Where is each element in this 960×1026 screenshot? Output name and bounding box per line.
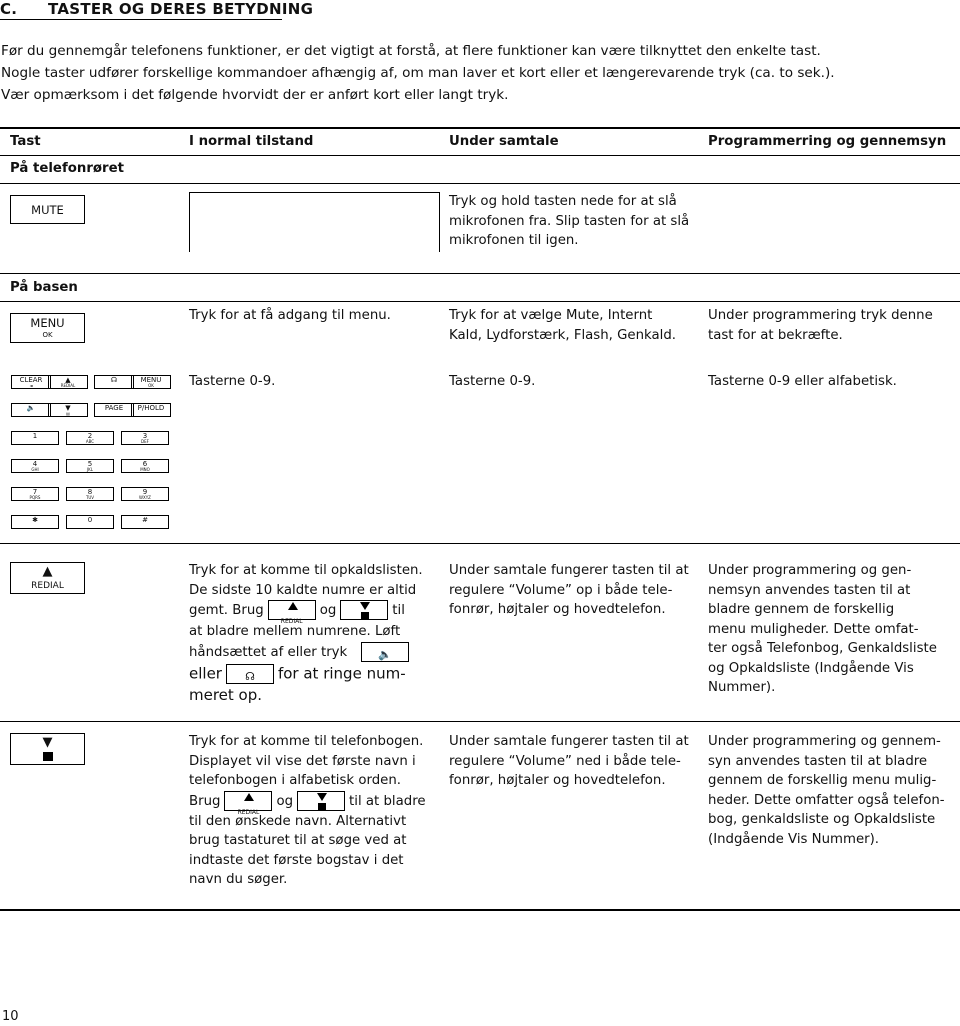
column-header-programming: Programmerring og gennemsyn: [708, 134, 947, 149]
speaker-icon: 🔈: [26, 404, 36, 412]
digits-normal-text: Tasterne 0-9.: [189, 374, 276, 389]
digit-key-0: 0: [66, 515, 114, 529]
speaker-inline-icon: 🔈: [361, 642, 409, 662]
column-header-call: Under samtale: [449, 134, 559, 149]
mute-key: [10, 195, 85, 224]
table-bottom-rule: [0, 909, 960, 911]
intro-line: Vær opmærksom i det følgende hvorvidt der er anført kort eller langt tryk.: [1, 87, 509, 103]
phonebook-key-large: [10, 733, 85, 765]
phonebook-inline-icon: [340, 600, 388, 620]
row-rule: [0, 273, 960, 274]
digit-key-8: 8 TUV: [66, 487, 114, 501]
intro-line: Før du gennemgår telefonens funktioner, er det vigtigt at forstå, at flere funktioner kan være tilknyttet den enkelte tast.: [1, 43, 821, 59]
digits-call-text: Tasterne 0-9.: [449, 374, 536, 389]
headset-key: [94, 375, 134, 389]
hash-key: #: [121, 515, 169, 529]
intro-line: Nogle taster udfører forskellige kommandoer afhængig af, om man laver et kort eller et længerevarende tryk (ca. to sek.).: [1, 65, 835, 81]
phonebook-key: ▼ ▤: [48, 403, 88, 417]
clear-key: CLEAR ◄: [11, 375, 51, 389]
redial-normal-text: Tryk for at komme til opkaldslisten. De sidste 10 kaldte numre er altid gemt. Brug REDIAL og til at bladre mellem numrene. Løft håndsættet af eller tryk 🔈 eller ☊ for at ringe num- meret op.: [189, 563, 423, 704]
redial-inline-icon: REDIAL: [268, 600, 316, 620]
column-header-normal: I normal tilstand: [189, 134, 314, 149]
header-rule: [0, 155, 960, 156]
phonebook-icon: ▤: [66, 411, 70, 416]
digits-prog-text: Tasterne 0-9 eller alfabetisk.: [708, 374, 897, 389]
digit-key-3: 3 DEF: [121, 431, 169, 445]
phonebook-call-text: Under samtale fungerer tasten til at regulere “Volume” ned i både tele- fonrør, højtaler og hovedtelefon.: [449, 734, 689, 788]
digit-key-7: 7 PQRS: [11, 487, 59, 501]
page-number: 10: [2, 1009, 19, 1024]
mute-key-label: MUTE: [31, 203, 64, 217]
group-label-handset: På telefonrøret: [10, 161, 124, 176]
row-rule: [0, 721, 960, 722]
section-heading: TASTER OG DERES BETYDNING: [48, 0, 314, 18]
phonebook-inline-icon: [297, 791, 345, 811]
phonebook-normal-text: Tryk for at komme til telefonbogen. Displayet vil vise det første navn i telefonbogen i alfabetisk orden. Brug REDIAL og til at bladre til den ønskede navn. Alternativt brug tastaturet til at søge ved at indtaste det første bogstav i det navn du søger.: [189, 734, 426, 887]
menu-key-sublabel: OK: [42, 331, 53, 339]
section-title: [0, 0, 313, 18]
headset-inline-icon: ☊: [226, 664, 274, 684]
digit-key-6: 6 MNO: [121, 459, 169, 473]
group-label-base: På basen: [10, 280, 78, 295]
redial-inline-icon: REDIAL: [224, 791, 272, 811]
intro-paragraph: [1, 40, 951, 106]
menu-call-text: Tryk for at vælge Mute, Internt Kald, Lydforstærk, Flash, Genkald.: [449, 308, 677, 343]
table-top-rule: [0, 127, 960, 129]
phold-key: P/HOLD: [131, 403, 171, 417]
redial-key-large: [10, 562, 85, 594]
star-key: ✱: [11, 515, 59, 529]
mute-call-text: Tryk og hold tasten nede for at slå mikrofonen fra. Slip tasten for at slå mikrofonen til igen.: [449, 194, 690, 248]
up-arrow-icon: ▲: [42, 564, 53, 579]
redial-prog-text: Under programmering og gen- nemsyn anvendes tasten til at bladre gennem de forskellig menu muligheder. Dette omfat- ter også Telefonbog, Genkaldsliste og Opkaldsliste (Indgående Vis Nummer).: [708, 563, 937, 695]
redial-call-text: Under samtale fungerer tasten til at regulere “Volume” op i både tele- fonrør, højtaler og hovedtelefon.: [449, 563, 689, 617]
group-rule: [0, 183, 960, 184]
mute-normal-cell: [189, 192, 440, 252]
digit-key-4: 4 GHI: [11, 459, 59, 473]
book-icon: [43, 752, 53, 761]
headset-icon: ☊: [110, 376, 118, 384]
digit-key-9: 9 WXYZ: [121, 487, 169, 501]
row-rule: [0, 543, 960, 544]
menu-key: [10, 313, 85, 343]
menu-normal-text: Tryk for at få adgang til menu.: [189, 308, 391, 323]
menu-key-label: MENU: [30, 316, 65, 330]
redial-key-label: REDIAL: [31, 581, 64, 591]
page-key: PAGE: [94, 403, 134, 417]
digit-key-5: 5 JKL: [66, 459, 114, 473]
group-rule: [0, 301, 960, 302]
menu-small-key: MENU OK: [131, 375, 171, 389]
digit-key-1: 1: [11, 431, 59, 445]
section-letter: C.: [0, 0, 18, 18]
phonebook-prog-text: Under programmering og gennem- syn anvendes tasten til at bladre gennem de forskellig menu mulig- heder. Dette omfatter også telefon- bog, genkaldsliste og Opkaldsliste (Indgående Vis Nummer).: [708, 734, 945, 847]
redial-key: ▲ REDIAL: [48, 375, 88, 389]
title-underline: [0, 19, 282, 20]
column-header-key: Tast: [10, 134, 41, 149]
down-arrow-icon: ▼: [42, 735, 53, 750]
digit-key-2: 2 ABC: [66, 431, 114, 445]
menu-prog-text: Under programmering tryk denne tast for at bekræfte.: [708, 308, 933, 343]
speaker-key: [11, 403, 51, 417]
